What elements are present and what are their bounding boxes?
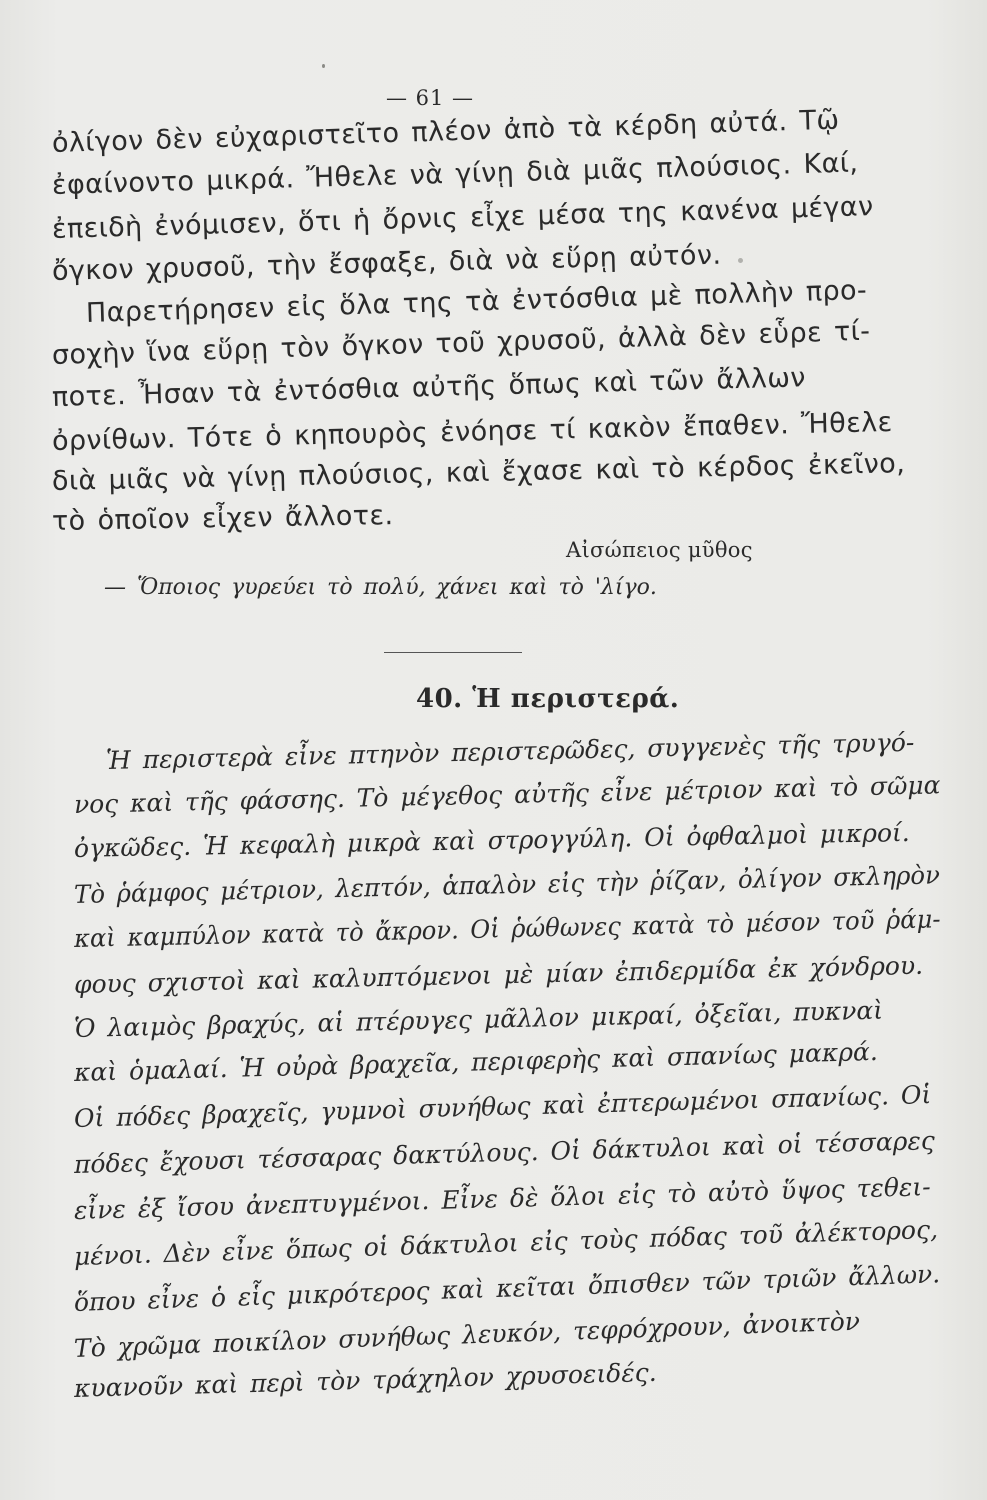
story-line: σοχὴν ἵνα εὕρῃ τὸν ὄγκον τοῦ χρυσοῦ, ἀλλὰ δὲν εὗρε τί-	[51, 315, 871, 371]
section-line: κυανοῦν καὶ περὶ τὸν τράχηλον χρυσοειδές.	[73, 1357, 657, 1403]
section-line: καὶ καμπύλον κατὰ τὸ ἄκρον. Οἱ ῥώθωνες κατὰ τὸ μέσον τοῦ ῥάμ-	[73, 904, 941, 953]
section-line: Ὁ λαιμὸς βραχύς, αἱ πτέρυγες μᾶλλον μικραί, ὀξεῖαι, πυκναὶ	[73, 995, 884, 1043]
story-line: ὀλίγον δὲν εὐχαριστεῖτο πλέον ἀπὸ τὰ κέρδη αὐτά. Τῷ	[51, 104, 840, 159]
section-line: καὶ ὁμαλαί. Ἡ οὐρὰ βραχεῖα, περιφερὴς καὶ σπανίως μακρά.	[73, 1036, 879, 1087]
section-divider	[384, 652, 522, 653]
paper-speck	[738, 258, 743, 263]
story-line: ὀρνίθων. Τότε ὁ κηπουρὸς ἐνόησε τί κακὸν ἔπαθεν. Ἤθελε	[51, 406, 893, 457]
section-line: νος καὶ τῆς φάσσης. Τὸ μέγεθος αὐτῆς εἶνε μέτριον καὶ τὸ σῶμα	[73, 770, 941, 819]
paper-speck	[322, 64, 325, 68]
section-line: φους σχιστοὶ καὶ καλυπτόμενοι μὲ μίαν ἐπιδερμίδα ἐκ χόνδρου.	[73, 950, 924, 999]
section-line: Ἡ περιστερὰ εἶνε πτηνὸν περιστερῶδες, συγγενὲς τῆς τρυγό-	[105, 727, 915, 775]
story-line: ὄγκον χρυσοῦ, τὴν ἔσφαξε, διὰ νὰ εὕρῃ αὐτόν.	[51, 239, 722, 287]
page-number: — 61 —	[385, 86, 475, 110]
proverb: — Ὅποιος γυρεύει τὸ πολύ, χάνει καὶ τὸ 'λίγο.	[104, 575, 657, 600]
section-line: Οἱ πόδες βραχεῖς, γυμνοὶ συνήθως καὶ ἐπτερωμένοι σπανίως. Οἱ	[73, 1080, 932, 1133]
section-line: μένοι. Δὲν εἶνε ὅπως οἱ δάκτυλοι εἰς τοὺς πόδας τοῦ ἀλέκτορος,	[73, 1214, 939, 1271]
story-line: διὰ μιᾶς νὰ γίνῃ πλούσιος, καὶ ἔχασε καὶ τὸ κέρδος ἐκεῖνο,	[51, 448, 906, 497]
story-source: Αἰσώπειος μῦθος	[566, 538, 753, 562]
section-line: ὅπου εἶνε ὁ εἷς μικρότερος καὶ κεῖται ὄπισθεν τῶν τριῶν ἄλλων.	[73, 1259, 941, 1317]
section-line: Τὸ ῥάμφος μέτριον, λεπτόν, ἁπαλὸν εἰς τὴν ῥίζαν, ὀλίγον σκληρὸν	[73, 860, 941, 909]
section-line: ὀγκῶδες. Ἡ κεφαλὴ μικρὰ καὶ στρογγύλη. Οἱ ὀφθαλμοὶ μικροί.	[73, 817, 910, 863]
story-line: ποτε. Ἦσαν τὰ ἐντόσθια αὐτῆς ὅπως καὶ τῶν ἄλλων	[51, 362, 807, 413]
story-line: Παρετήρησεν εἰς ὅλα της τὰ ἐντόσθια μὲ πολλὴν προ-	[85, 274, 868, 329]
section-line: πόδες ἔχουσι τέσσαρας δακτύλους. Οἱ δάκτυλοι καὶ οἱ τέσσαρες	[73, 1125, 936, 1179]
story-line: τὸ ὁποῖον εἶχεν ἄλλοτε.	[51, 500, 394, 537]
section-line: εἶνε ἐξ ἴσου ἀνεπτυγμένοι. Εἶνε δὲ ὅλοι εἰς τὸ αὐτὸ ὕψος τεθει-	[73, 1172, 931, 1225]
story-line: ἐφαίνοντο μικρά. Ἤθελε νὰ γίνῃ διὰ μιᾶς πλούσιος. Καί,	[51, 147, 859, 201]
section-line: Τὸ χρῶμα ποικίλον συνήθως λευκόν, τεφρόχρουν, ἀνοικτὸν	[73, 1306, 861, 1363]
section-heading: 40. Ἡ περιστερά.	[416, 684, 680, 714]
story-line: ἐπειδὴ ἐνόμισεν, ὅτι ἡ ὄρνις εἶχε μέσα της κανένα μέγαν	[51, 191, 874, 245]
